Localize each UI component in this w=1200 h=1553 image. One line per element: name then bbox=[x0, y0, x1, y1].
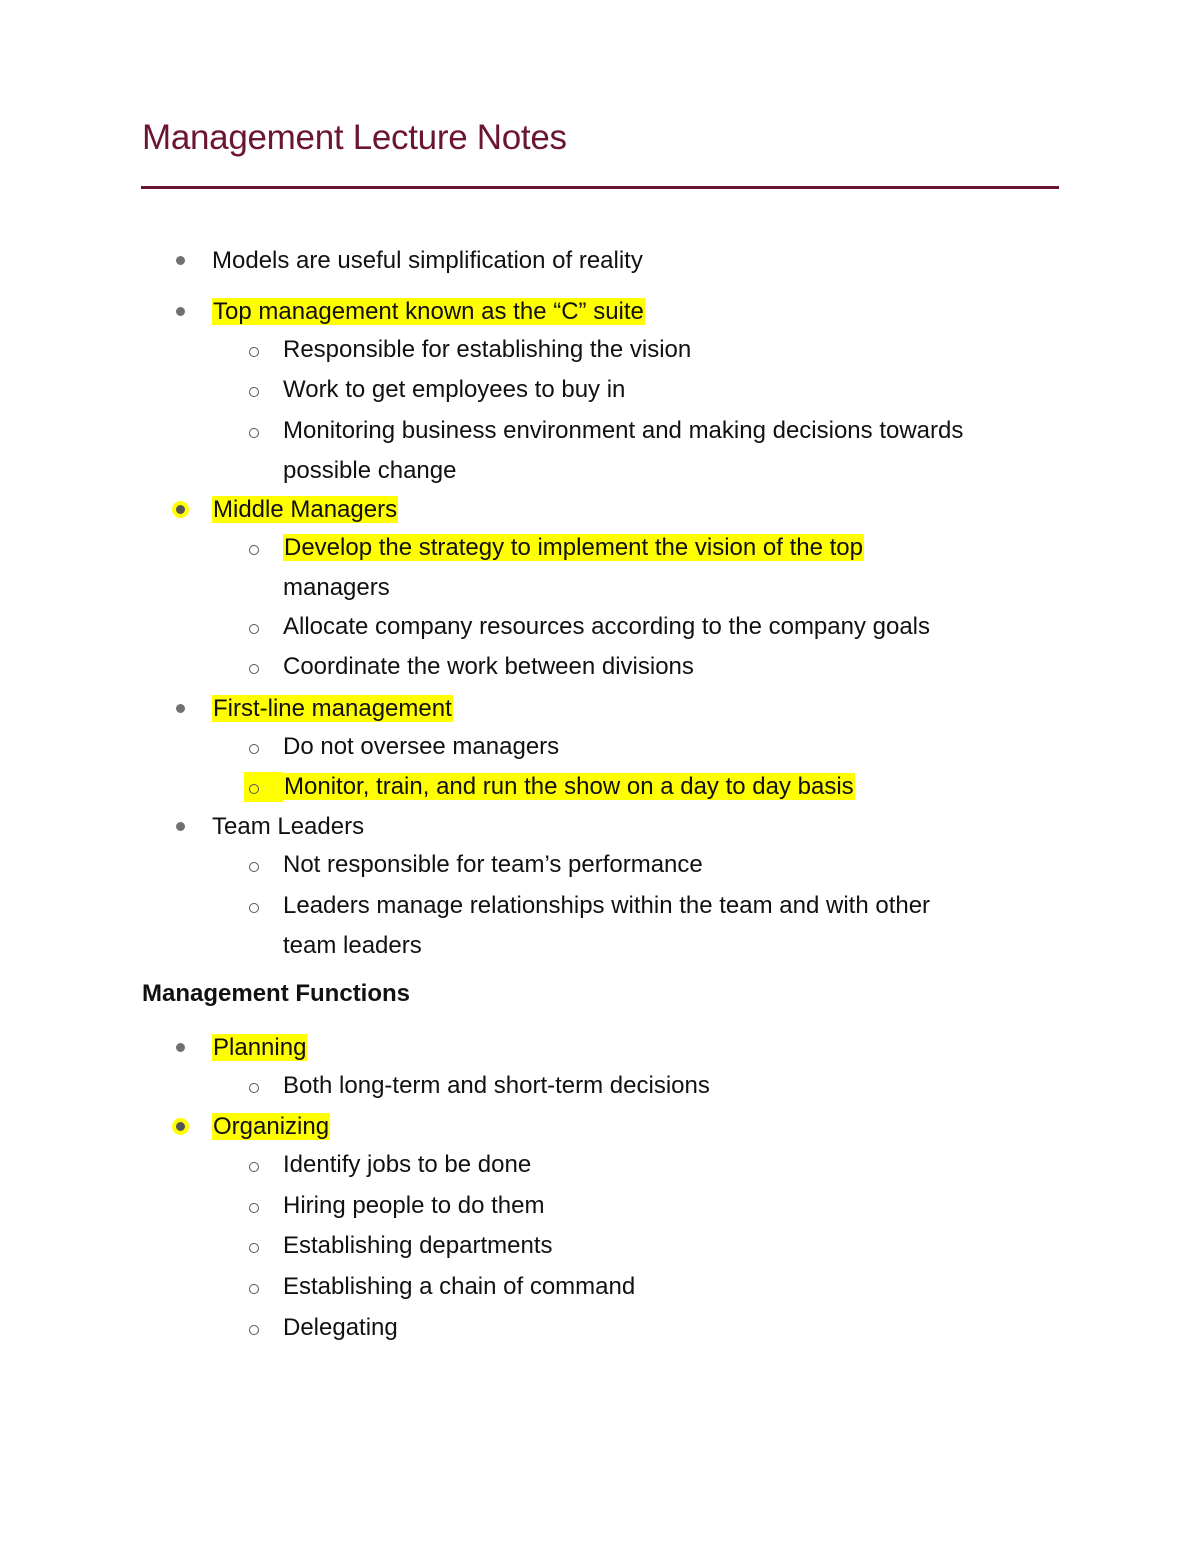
sub-list-item-continuation bbox=[283, 571, 390, 605]
sub-list-item-text: Monitor, train, and run the show on a day to day basis bbox=[284, 773, 854, 800]
sub-list-item bbox=[283, 531, 864, 565]
circle-bullet-icon bbox=[249, 545, 259, 555]
sub-list-item-text: Both long-term and short-term decisions bbox=[283, 1072, 710, 1099]
list-item-text: Middle Managers bbox=[213, 496, 398, 523]
bullet-icon bbox=[176, 307, 185, 316]
sub-list-item bbox=[283, 1311, 398, 1345]
sub-list-item-text: managers bbox=[283, 574, 390, 601]
sub-list-item-text: Do not oversee managers bbox=[283, 733, 560, 760]
sub-list-item bbox=[283, 1148, 531, 1182]
list-item bbox=[212, 244, 643, 278]
section-heading: Management Functions bbox=[142, 980, 411, 1007]
sub-list-item bbox=[283, 414, 963, 448]
list-item-planning bbox=[212, 1031, 307, 1065]
sub-list-item-text: Hiring people to do them bbox=[283, 1192, 545, 1219]
sub-list-item-text: Work to get employees to buy in bbox=[283, 376, 626, 403]
circle-bullet-icon bbox=[249, 387, 259, 397]
sub-list-item bbox=[283, 333, 691, 367]
sub-list-item bbox=[283, 373, 625, 407]
sub-list-item-continuation bbox=[283, 454, 456, 488]
circle-bullet-icon bbox=[249, 1243, 259, 1253]
circle-bullet-icon bbox=[249, 1083, 259, 1093]
circle-bullet-icon bbox=[249, 1284, 259, 1294]
sub-list-item-text: Establishing a chain of command bbox=[283, 1273, 636, 1300]
list-item-top-management bbox=[212, 295, 645, 329]
list-item-middle-managers bbox=[212, 493, 398, 527]
circle-bullet-icon bbox=[249, 1203, 259, 1213]
list-item-text: Organizing bbox=[213, 1113, 330, 1140]
sub-list-item-text: Leaders manage relationships within the team and with other bbox=[283, 892, 931, 919]
circle-bullet-icon bbox=[249, 744, 259, 754]
circle-bullet-icon bbox=[249, 347, 259, 357]
circle-bullet-icon bbox=[249, 428, 259, 438]
bullet-icon bbox=[176, 822, 185, 831]
sub-list-item bbox=[283, 650, 694, 684]
page-title: Management Lecture Notes bbox=[142, 118, 567, 157]
sub-list-item-text: Develop the strategy to implement the vision of the top bbox=[284, 534, 863, 561]
sub-list-item bbox=[283, 770, 855, 804]
sub-list-item bbox=[283, 848, 703, 882]
list-item-organizing bbox=[212, 1110, 330, 1144]
title-divider bbox=[141, 186, 1059, 189]
sub-list-item-text: Monitoring business environment and making decisions towards bbox=[283, 417, 964, 444]
bullet-icon bbox=[176, 1122, 185, 1131]
bullet-icon bbox=[176, 505, 185, 514]
sub-list-item-text: Allocate company resources according to the company goals bbox=[283, 613, 931, 640]
sub-list-item-text: Identify jobs to be done bbox=[283, 1151, 532, 1178]
sub-list-item bbox=[283, 1189, 545, 1223]
bullet-icon bbox=[176, 1043, 185, 1052]
sub-list-item bbox=[283, 730, 559, 764]
list-item-first-line bbox=[212, 692, 453, 726]
sub-list-item-text: Delegating bbox=[283, 1314, 398, 1341]
list-item-text: Models are useful simplification of reality bbox=[212, 247, 643, 274]
sub-list-item-text: Not responsible for team’s performance bbox=[283, 851, 703, 878]
circle-bullet-icon bbox=[249, 624, 259, 634]
list-item-team-leaders bbox=[212, 810, 364, 844]
sub-list-item bbox=[283, 1270, 635, 1304]
sub-list-item bbox=[283, 889, 930, 923]
list-item-text: Top management known as the “C” suite bbox=[213, 298, 644, 325]
sub-list-item bbox=[283, 1069, 710, 1103]
circle-bullet-icon bbox=[249, 1325, 259, 1335]
circle-bullet-icon bbox=[249, 784, 259, 794]
circle-bullet-icon bbox=[249, 1162, 259, 1172]
list-item-text: Team Leaders bbox=[212, 813, 365, 840]
bullet-icon bbox=[176, 704, 185, 713]
circle-bullet-icon bbox=[249, 664, 259, 674]
sub-list-item-text: possible change bbox=[283, 457, 457, 484]
bullet-icon bbox=[176, 256, 185, 265]
list-item-text: Planning bbox=[213, 1034, 307, 1061]
sub-list-item bbox=[283, 610, 930, 644]
sub-list-item-text: Coordinate the work between divisions bbox=[283, 653, 694, 680]
sub-list-item-text: Establishing departments bbox=[283, 1232, 553, 1259]
circle-bullet-icon bbox=[249, 862, 259, 872]
list-item-text: First-line management bbox=[213, 695, 452, 722]
sub-list-item-continuation bbox=[283, 929, 422, 963]
sub-list-item-text: team leaders bbox=[283, 932, 422, 959]
sub-list-item-text: Responsible for establishing the vision bbox=[283, 336, 692, 363]
sub-list-item bbox=[283, 1229, 552, 1263]
circle-bullet-icon bbox=[249, 903, 259, 913]
